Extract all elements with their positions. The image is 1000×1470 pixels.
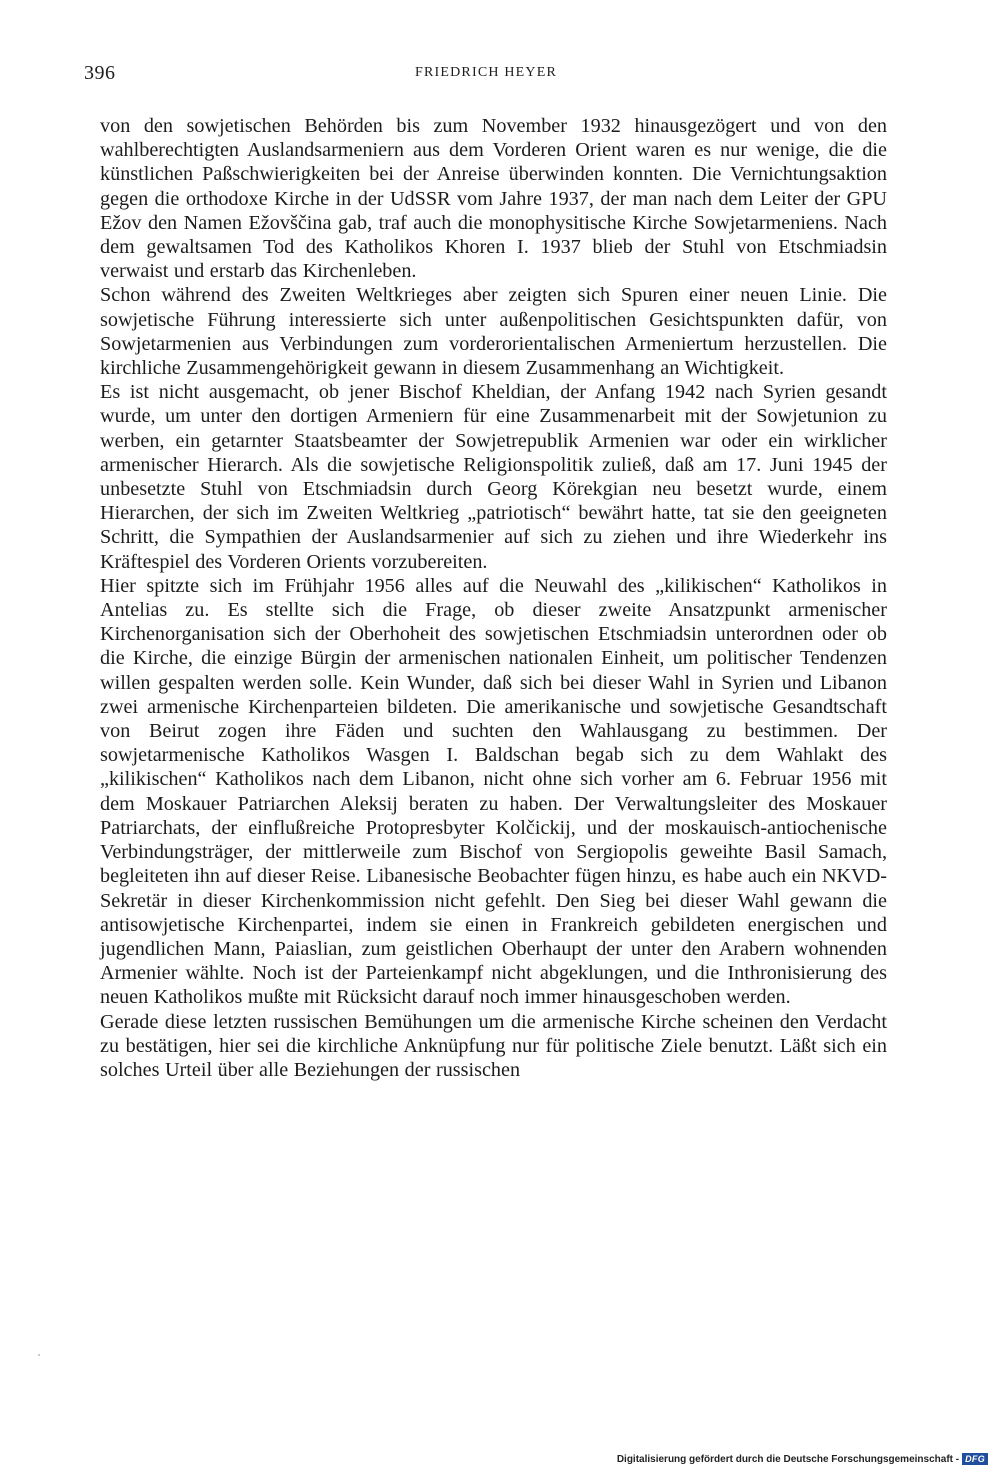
- paragraph-4: Hier spitzte sich im Frühjahr 1956 alles auf die Neuwahl des „kilikischen“ Katholikos in Antelias zu. Es stellte sich die Frage, ob dieser zweite Ansatzpunkt armenischer Kirchenorganisation sich der Oberhoheit des sowjetischen Etschmiadsin unterordnen oder ob die Kirche, die einzige Bürgin der armenischen nationalen Einheit, um politischer Tendenzen willen gespalten werden solle. Kein Wunder, daß sich bei dieser Wahl in Syrien und Libanon zwei armenische Kirchenparteien bildeten. Die amerikanische und sowjetische Gesandtschaft von Beirut zogen ihre Fäden und suchten den Wahlausgang zu bestimmen. Der sowjetarmenische Katholikos Wasgen I. Baldschan begab sich zu dem Wahlakt des „kilikischen“ Katholikos nach dem Libanon, nicht ohne sich vorher am 6. Februar 1956 mit dem Moskauer Patriarchen Aleksij beraten zu haben. Der Verwaltungsleiter des Moskauer Patriarchats, der einflußreiche Protopresbyter Kolčickij, und der moskauisch-antiochenische Verbindungsträger, der mittlerweile zum Bischof von Sergiopolis geweihte Basil Samach, begleiteten ihn auf dieser Reise. Libanesische Beobachter fügen hinzu, es habe auch ein NKVD-Sekretär in dieser Kirchenkommission nicht gefehlt. Den Sieg bei dieser Wahl gewann die antisowjetische Kirchenpartei, indem sie einen in Frankreich gebildeten energischen und jugendlichen Mann, Paiaslian, zum geistlichen Oberhaupt der unter den Arabern wohnenden Armenier wählte. Noch ist der Parteienkampf nicht abgeklungen, und die Inthronisierung des neuen Katholikos mußte mit Rücksicht darauf noch immer hinausgeschoben werden.: [100, 574, 887, 1009]
- digitization-credit: [617, 1452, 988, 1466]
- paragraph-2: Schon während des Zweiten Weltkrieges aber zeigten sich Spuren einer neuen Linie. Die sowjetische Führung interessierte sich unter außenpolitischen Gesichtspunkten dafür, von Sowjetarmenien aus Verbindungen zum vorderorientalischen Armeniertum herzustellen. Die kirchliche Zusammengehörigkeit gewann in diesem Zusammenhang an Wichtigkeit.: [100, 284, 887, 380]
- paragraph-5: Gerade diese letzten russischen Bemühungen um die armenische Kirche scheinen den Verdacht zu bestätigen, hier sei die kirchliche Anknüpfung nur für politische Ziele benutzt. Läßt sich ein solches Urteil über alle Beziehungen der russischen: [100, 1010, 887, 1081]
- paragraph-3: Es ist nicht ausgemacht, ob jener Bischof Kheldian, der Anfang 1942 nach Syrien gesandt wurde, um unter den dortigen Armeniern für eine Zusammenarbeit mit der Sowjetunion zu werben, ein getarnter Staatsbeamter der Sowjetrepublik Armenien war oder ein wirklicher armenischer Hierarch. Als die sowjetische Religionspolitik zuließ, daß am 17. Juni 1945 der unbesetzte Stuhl von Etschmiadsin durch Georg Körekgian neu besetzt wurde, einem Hierarchen, der sich im Zweiten Weltkrieg „patriotisch“ bewährt hatte, tat sie den geeigneten Schritt, die Sympathien der Auslandsarmenier auf sich zu ziehen und ihre Wiederkehr ins Kräftespiel des Vorderen Orients vorzubereiten.: [100, 381, 887, 573]
- scan-speck: [38, 1354, 40, 1356]
- page-number: 396: [84, 62, 116, 84]
- running-head-author: FRIEDRICH HEYER: [414, 65, 558, 80]
- running-head: [84, 62, 888, 88]
- body-text: [100, 114, 887, 1082]
- dfg-logo-icon: DFG: [962, 1453, 988, 1465]
- paragraph-1: von den sowjetischen Behörden bis zum November 1932 hinausgezögert und von den wahlberechtigten Auslandsarmeniern aus dem Vorderen Orient waren es nur wenige, die die künstlichen Paßschwierigkeiten bei der Anreise überwinden konnten. Die Vernichtungsaktion gegen die orthodoxe Kirche in der UdSSR vom Jahre 1937, der man nach dem Leiter der GPU Ežov den Namen Ežovščina gab, traf auch die monophysitische Kirche Sowjetarmeniens. Nach dem gewaltsamen Tod des Katholikos Khoren I. 1937 blieb der Stuhl von Etschmiadsin verwaist und erstarb das Kirchenleben.: [100, 115, 887, 283]
- credit-text: Digitalisierung gefördert durch die Deutsche Forschungsgemeinschaft -: [616, 1453, 960, 1465]
